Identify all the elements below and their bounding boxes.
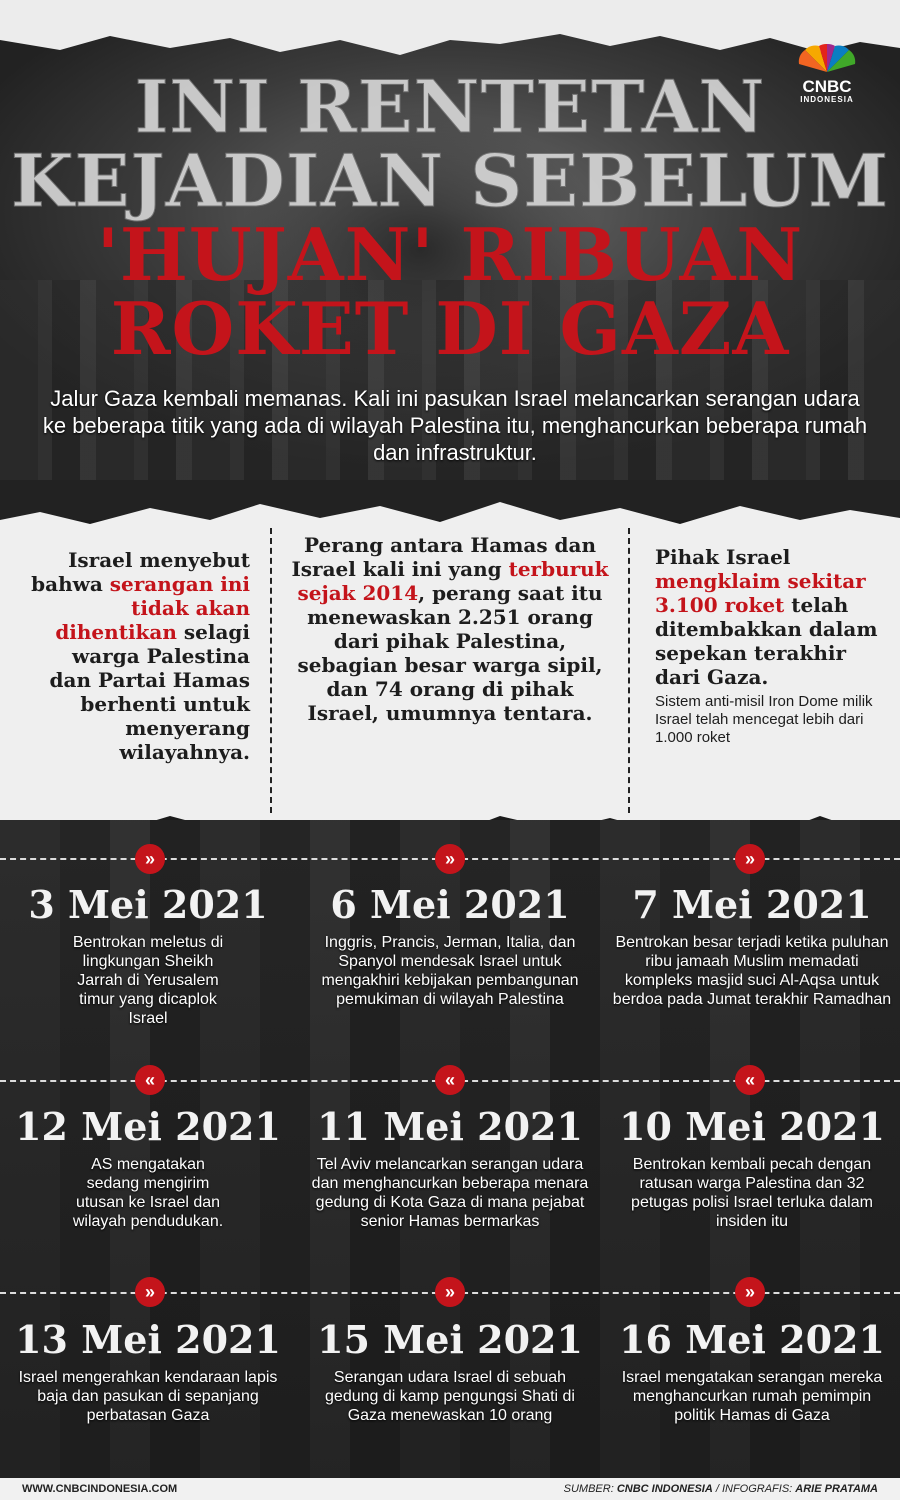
highlight-text: serangan ini tidak akan dihentikan bbox=[55, 572, 250, 644]
website-link[interactable]: WWW.CNBCINDONESIA.COM bbox=[22, 1483, 178, 1495]
event-date: 13 Mei 2021 bbox=[15, 1317, 281, 1362]
chevron-right-icon: » bbox=[135, 844, 165, 874]
chevron-left-icon: « bbox=[135, 1065, 165, 1095]
header-banner bbox=[0, 0, 900, 520]
timeline-event bbox=[8, 1105, 288, 1231]
iron-dome-note: Sistem anti-misil Iron Dome milik Israel telah mencegat lebih dari 1.000 roket bbox=[655, 693, 873, 746]
fact-israel-statement: Israel menyebut bahwa serangan ini tidak akan dihentikan selagi warga Palestina dan Partai Hamas berhenti untuk menyerang wilayahnya. bbox=[31, 548, 250, 764]
torn-paper-top bbox=[0, 0, 900, 70]
title-line-2: KEJADIAN SEBELUM bbox=[10, 138, 890, 223]
event-description: Israel mengatakan serangan mereka menghancurkan rumah pemimpin politik Hamas di Gaza bbox=[621, 1369, 883, 1424]
event-description: AS mengatakan sedang mengirim utusan ke Israel dan wilayah pendudukan. bbox=[72, 1156, 224, 1230]
page-title bbox=[0, 64, 900, 371]
chevron-left-icon: « bbox=[435, 1065, 465, 1095]
credits: SUMBER: CNBC INDONESIA / INFOGRAFIS: ARIE PRATAMA bbox=[563, 1483, 878, 1495]
fact-war-history: Perang antara Hamas dan Israel kali ini yang terburuk sejak 2014, perang saat itu menewaskan 2.251 orang dari pihak Palestina, sebagian besar warga sipil, dan 74 orang di pihak Israel, umumnya tentara. bbox=[291, 533, 609, 725]
chevron-right-icon: » bbox=[435, 1277, 465, 1307]
chevron-right-icon: » bbox=[435, 844, 465, 874]
title-line-1: INI RENTETAN bbox=[134, 64, 766, 149]
event-date: 12 Mei 2021 bbox=[15, 1104, 281, 1149]
event-date: 7 Mei 2021 bbox=[632, 882, 872, 927]
event-description: Serangan udara Israel di sebuah gedung di kamp pengungsi Shati di Gaza menewaskan 10 orang bbox=[325, 1369, 575, 1424]
footer bbox=[0, 1478, 900, 1500]
intro-paragraph: Jalur Gaza kembali memanas. Kali ini pasukan Israel melancarkan serangan udara ke beberapa titik yang ada di wilayah Palestina itu, menghancurkan beberapa rumah dan infrastruktur. bbox=[42, 386, 868, 465]
chevron-left-icon: « bbox=[735, 1065, 765, 1095]
event-description: Tel Aviv melancarkan serangan udara dan menghancurkan beberapa menara gedung di Kota Gaza di mana pejabat senior Hamas bermarkas bbox=[311, 1156, 589, 1230]
title-line-4: ROKET DI GAZA bbox=[110, 286, 790, 371]
timeline-event bbox=[8, 883, 288, 1028]
event-description: Bentrokan besar terjadi ketika puluhan ribu jamaah Muslim memadati kompleks masjid suci Al-Aqsa untuk berdoa pada Jumat terakhir Ramadhan bbox=[612, 934, 892, 1008]
timeline-event bbox=[310, 1105, 590, 1231]
event-date: 3 Mei 2021 bbox=[28, 882, 268, 927]
timeline-event bbox=[310, 883, 590, 1009]
event-date: 10 Mei 2021 bbox=[619, 1104, 885, 1149]
title-line-3: 'HUJAN' RIBUAN bbox=[96, 212, 804, 297]
event-date: 15 Mei 2021 bbox=[317, 1317, 583, 1362]
logo-sub: INDONESIA bbox=[800, 95, 854, 104]
logo-name: CNBC bbox=[802, 77, 852, 96]
divider-right bbox=[628, 528, 630, 813]
fact-rocket-claim: Pihak Israel mengklaim sekitar 3.100 roket telah ditembakkan dalam sepekan terakhir dari Gaza. Sistem anti-misil Iron Dome milik Israel telah mencegat lebih dari 1.000 roket bbox=[655, 545, 880, 747]
chevron-right-icon: » bbox=[735, 844, 765, 874]
timeline-event bbox=[612, 883, 892, 1009]
timeline-event bbox=[612, 1105, 892, 1231]
timeline-event bbox=[310, 1318, 590, 1425]
chevron-right-icon: » bbox=[135, 1277, 165, 1307]
event-description: Inggris, Prancis, Jerman, Italia, dan Spanyol mendesak Israel untuk mengakhiri kebijakan pembangunan pemukiman di wilayah Palestina bbox=[321, 934, 579, 1008]
chevron-right-icon: » bbox=[735, 1277, 765, 1307]
event-description: Bentrokan kembali pecah dengan ratusan warga Palestina dan 32 petugas polisi Israel terluka dalam insiden itu bbox=[631, 1156, 873, 1230]
event-date: 6 Mei 2021 bbox=[330, 882, 570, 927]
highlight-text: mengklaim sekitar 3.100 roket bbox=[655, 569, 866, 617]
timeline-event bbox=[8, 1318, 288, 1425]
event-date: 16 Mei 2021 bbox=[619, 1317, 885, 1362]
divider-left bbox=[270, 528, 272, 813]
timeline-event bbox=[612, 1318, 892, 1425]
highlight-text: terburuk sejak 2014 bbox=[297, 557, 609, 605]
event-description: Israel mengerahkan kendaraan lapis baja dan pasukan di sepanjang perbatasan Gaza bbox=[18, 1369, 278, 1424]
event-description: Bentrokan meletus di lingkungan Sheikh Jarrah di Yerusalem timur yang dicaplok Israel bbox=[72, 934, 224, 1027]
event-date: 11 Mei 2021 bbox=[317, 1104, 583, 1149]
